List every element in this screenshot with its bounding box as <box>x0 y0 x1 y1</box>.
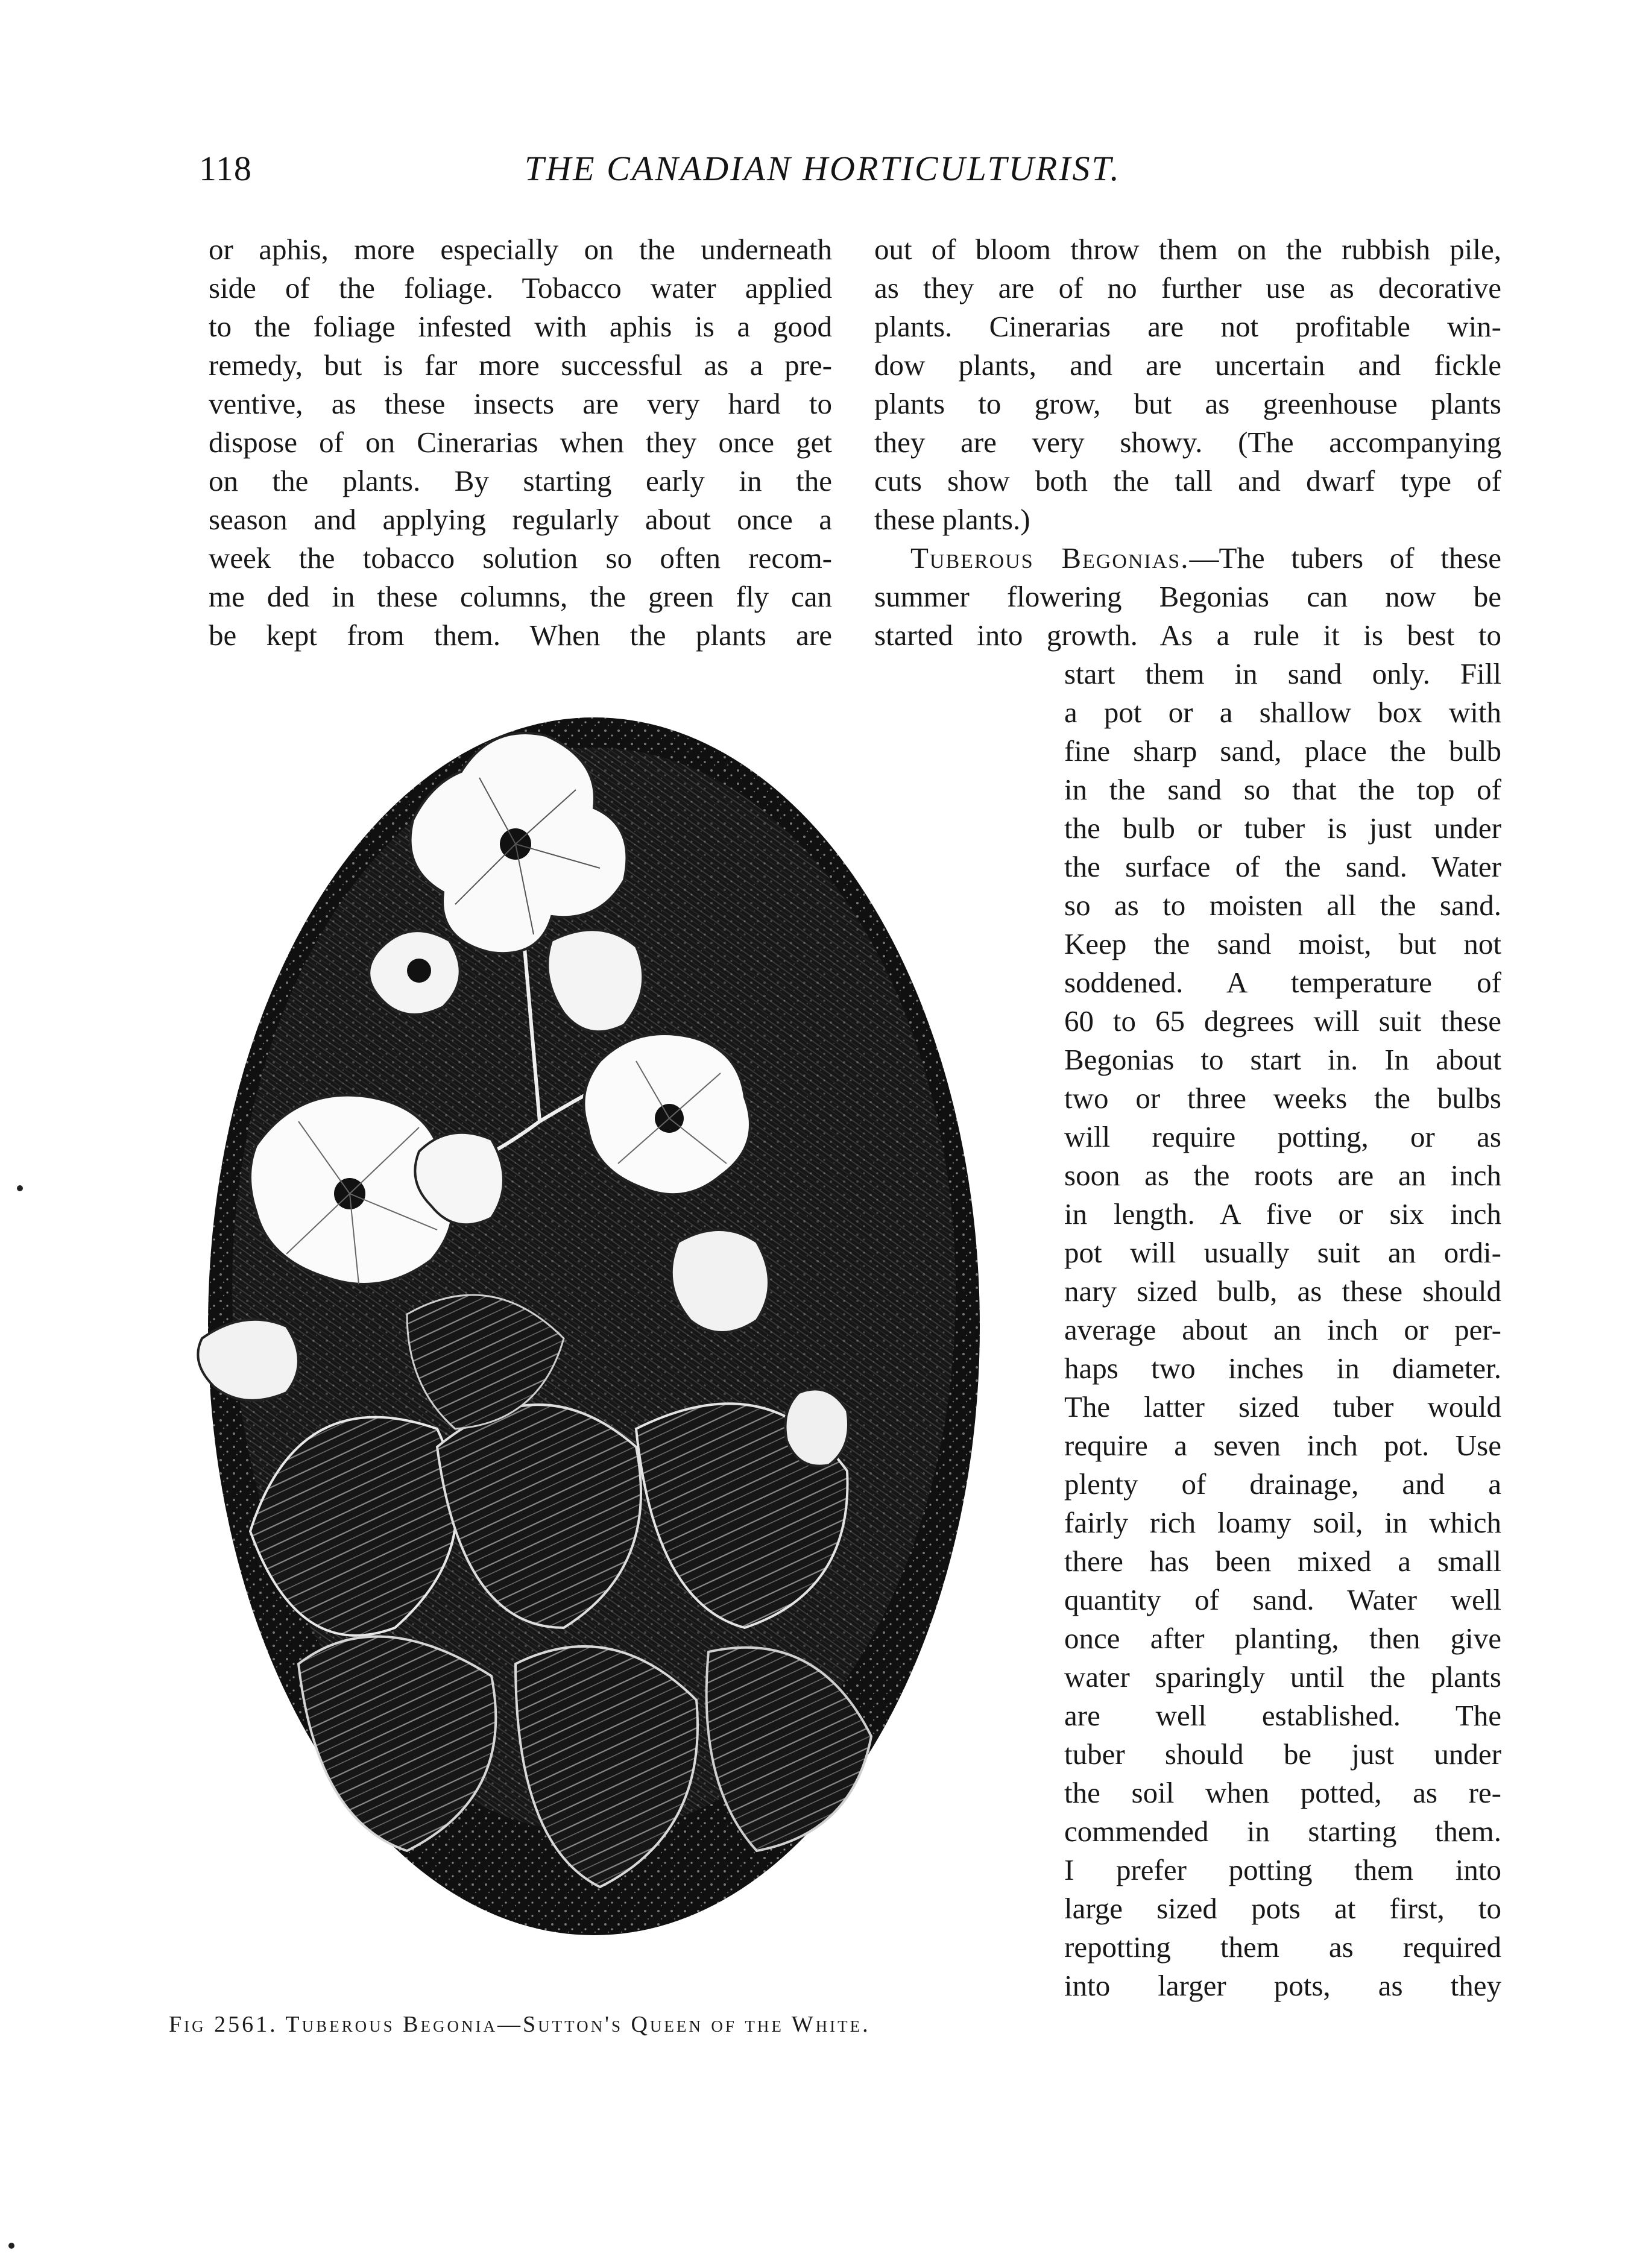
text-line: quantity of sand. Water well <box>1064 1583 1501 1616</box>
text-line: soddened. A temperature of <box>1064 966 1501 999</box>
text-line: there has been mixed a small <box>1064 1545 1501 1578</box>
text-line: in the sand so that the top of <box>1064 773 1501 806</box>
flower-far-right-bud <box>786 1389 849 1466</box>
print-mark <box>8 2243 14 2249</box>
begonia-engraving <box>178 687 1052 1989</box>
text-line: require a seven inch pot. Use <box>1064 1429 1501 1462</box>
text-line: or aphis, more especially on the underneath <box>209 233 832 266</box>
text-line: side of the foliage. Tobacco water applied <box>209 271 832 304</box>
text-line: dispose of on Cinerarias when they once get <box>209 426 832 459</box>
text-line: once after planting, then give <box>1064 1622 1501 1655</box>
text-line: fine sharp sand, place the bulb <box>1064 734 1501 767</box>
text-line: Keep the sand moist, but not <box>1064 927 1501 960</box>
text-line: so as to moisten all the sand. <box>1064 889 1501 922</box>
text-line: out of bloom throw them on the rubbish pile, <box>874 233 1501 266</box>
section-heading: Tuberous Begonias. <box>910 541 1190 575</box>
text-line: I prefer potting them into <box>1064 1853 1501 1886</box>
text-line: 60 to 65 degrees will suit these <box>1064 1004 1501 1038</box>
text-line: haps two inches in diameter. <box>1064 1352 1501 1385</box>
text-line: nary sized bulb, as these should <box>1064 1274 1501 1308</box>
text-line: plants. Cinerarias are not profitable win- <box>874 310 1501 343</box>
text-line: season and applying regularly about once a <box>209 503 832 536</box>
text-line: plants to grow, but as greenhouse plants <box>874 387 1501 420</box>
text-line: me ded in these columns, the green fly can <box>209 580 832 613</box>
text-line: these plants.) <box>874 503 1030 536</box>
text-line: as they are of no further use as decorative <box>874 271 1501 304</box>
text-line: be kept from them. When the plants are <box>209 619 832 652</box>
text-line: plenty of drainage, and a <box>1064 1467 1501 1501</box>
text-line: commended in starting them. <box>1064 1815 1501 1848</box>
text-line: cuts show both the tall and dwarf type of <box>874 464 1501 497</box>
text-line: the surface of the sand. Water <box>1064 850 1501 883</box>
text-line: fairly rich loamy soil, in which <box>1064 1506 1501 1539</box>
section-first-line-rest: —The tubers of these <box>1189 541 1501 575</box>
text-line: soon as the roots are an inch <box>1064 1159 1501 1192</box>
text-line: average about an inch or per- <box>1064 1313 1501 1346</box>
text-line: The latter sized tuber would <box>1064 1390 1501 1423</box>
text-line: started into growth. As a rule it is best to <box>874 619 1501 652</box>
text-line: the bulb or tuber is just under <box>1064 811 1501 845</box>
text-line: two or three weeks the bulbs <box>1064 1082 1501 1115</box>
text-line: tuber should be just under <box>1064 1737 1501 1771</box>
text-line: into larger pots, as they <box>1064 1969 1501 2002</box>
text-line: ventive, as these insects are very hard to <box>209 387 832 420</box>
text-line: they are very showy. (The accompanying <box>874 426 1501 459</box>
text-line: large sized pots at first, to <box>1064 1892 1501 1925</box>
text-line: water sparingly until the plants <box>1064 1660 1501 1693</box>
section-first-line <box>910 539 1501 578</box>
text-line: start them in sand only. Fill <box>1064 657 1501 690</box>
text-line: to the foliage infested with aphis is a good <box>209 310 832 343</box>
text-line: a pot or a shallow box with <box>1064 696 1501 729</box>
text-line: pot will usually suit an ordi- <box>1064 1236 1501 1269</box>
text-line: the soil when potted, as re- <box>1064 1776 1501 1809</box>
text-line: on the plants. By starting early in the <box>209 464 832 497</box>
page-number: 118 <box>199 149 252 188</box>
text-line: will require potting, or as <box>1064 1120 1501 1153</box>
print-mark <box>17 1185 23 1191</box>
text-line: week the tobacco solution so often recom- <box>209 541 832 575</box>
text-line: summer flowering Begonias can now be <box>874 580 1501 613</box>
text-line: repotting them as required <box>1064 1930 1501 1964</box>
figure-caption: Fig 2561. Tuberous Begonia—Sutton's Queen of the White. <box>169 2012 871 2037</box>
text-line: Begonias to start in. In about <box>1064 1043 1501 1076</box>
text-line: in length. A five or six inch <box>1064 1197 1501 1230</box>
figure-begonia <box>178 687 1052 1989</box>
text-line: remedy, but is far more successful as a pre- <box>209 348 832 382</box>
text-line: are well established. The <box>1064 1699 1501 1732</box>
running-head: THE CANADIAN HORTICULTURIST. <box>525 149 1121 188</box>
text-line: dow plants, and are uncertain and fickle <box>874 348 1501 382</box>
